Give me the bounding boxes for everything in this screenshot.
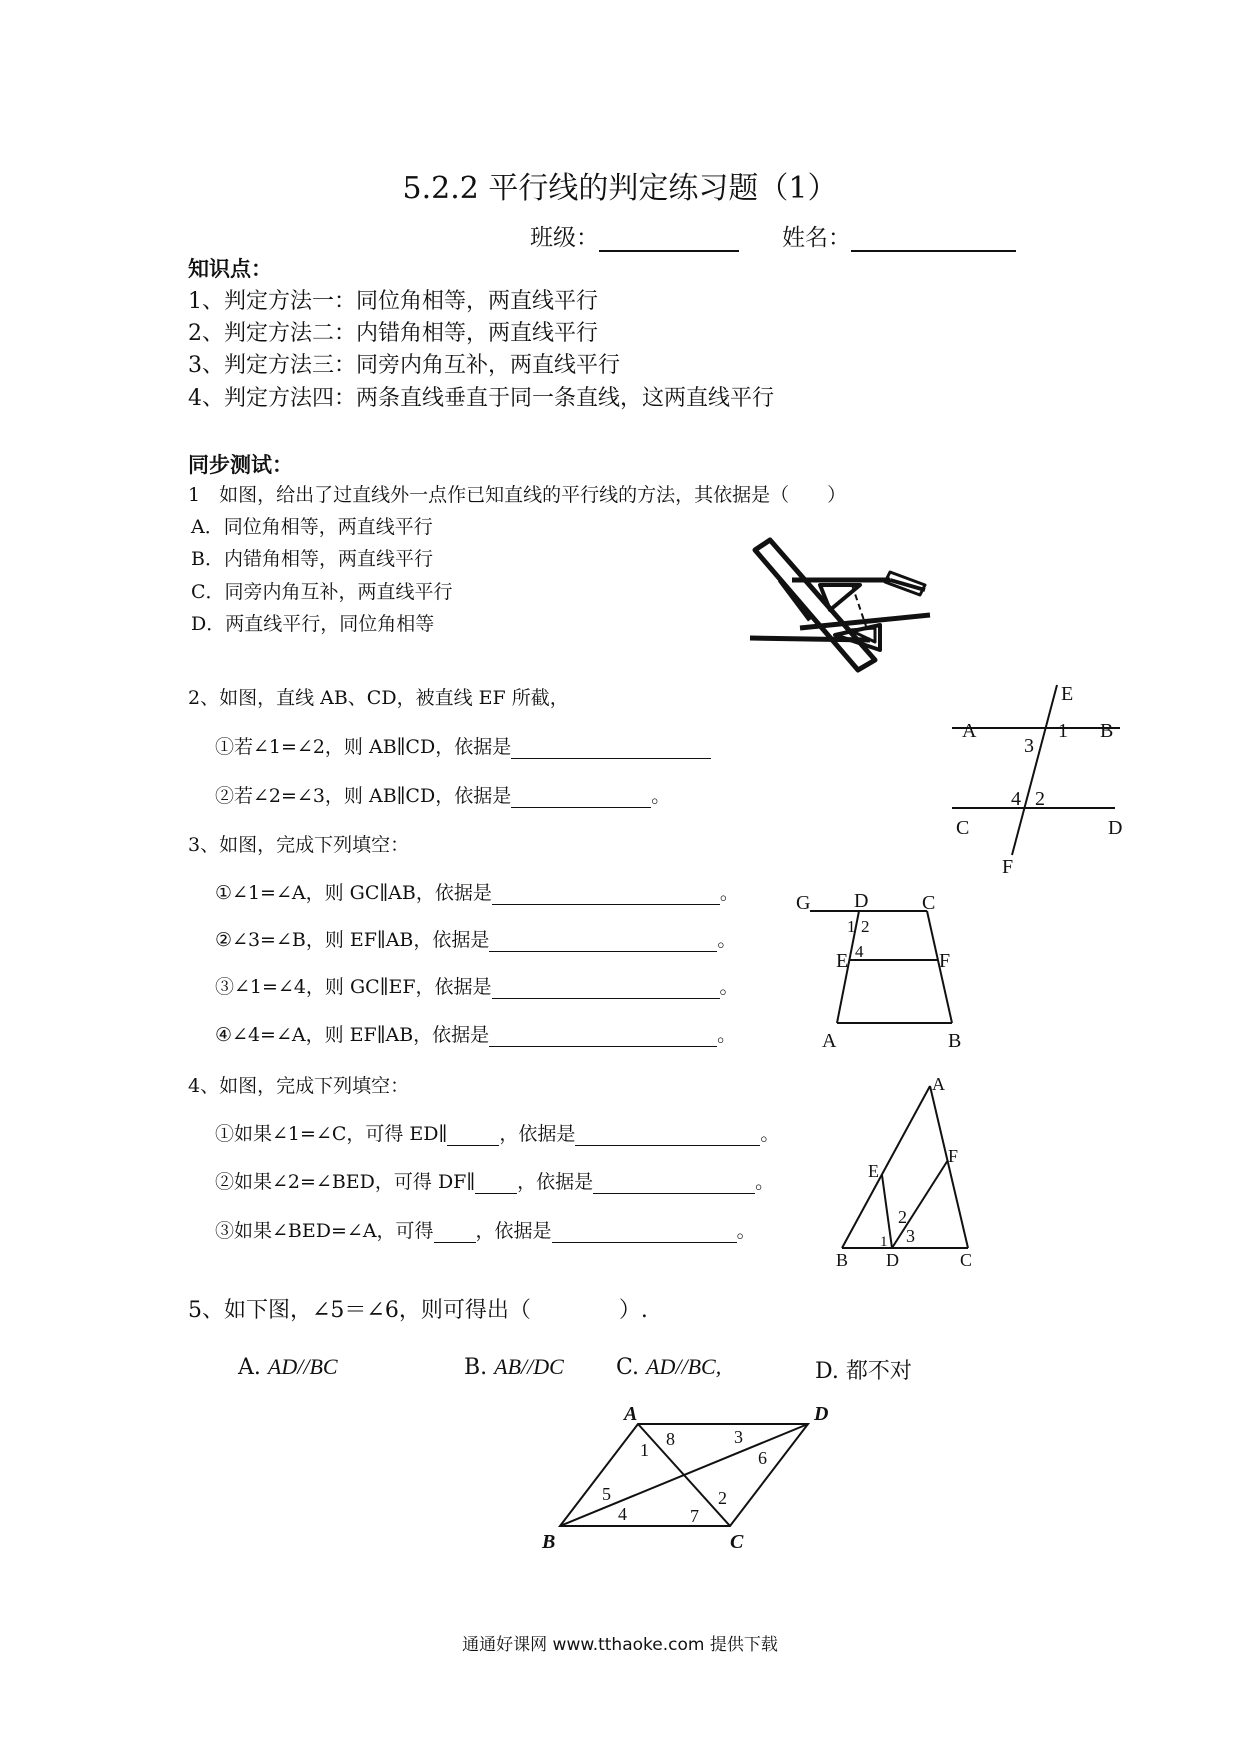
q5-option-d[interactable] bbox=[815, 1354, 912, 1385]
footer-credit: 通通好课网 www.tthaoke.com 提供下载 bbox=[462, 1635, 778, 1655]
q4-blank-2b[interactable] bbox=[593, 1173, 755, 1194]
q4-item-1-mid: ，依据是 bbox=[499, 1123, 576, 1145]
line-ab bbox=[842, 1086, 930, 1248]
name-label: 姓名： bbox=[782, 225, 851, 251]
q3-figure bbox=[790, 885, 970, 1060]
q5-stem: 5、如下图，∠5＝∠6，则可得出（ ）. bbox=[188, 1298, 648, 1323]
label-g: G bbox=[796, 892, 811, 914]
q5-option-a-letter: A. bbox=[238, 1355, 261, 1380]
class-blank[interactable] bbox=[599, 228, 739, 252]
q3-item-3-text: ③∠1=∠4，则 GC∥EF，依据是 bbox=[215, 976, 492, 998]
q1-figure bbox=[740, 540, 940, 700]
q4-item-2-pre: ②如果∠2=∠BED，可得 DF∥ bbox=[215, 1171, 476, 1193]
label-3: 3 bbox=[1024, 735, 1034, 757]
label-d: D bbox=[1108, 817, 1123, 839]
class-field[interactable] bbox=[530, 219, 739, 252]
q4-item-3-pre: ③如果∠BED=∠A，可得 bbox=[215, 1220, 434, 1242]
knowledge-item: 3、判定方法三：同旁内角互补，两直线平行 bbox=[188, 353, 620, 378]
label-2: 2 bbox=[1035, 788, 1045, 810]
knowledge-heading: 知识点： bbox=[188, 256, 272, 281]
q2-stem: 2、如图，直线 AB、CD，被直线 EF 所截， bbox=[188, 687, 569, 709]
q3-blank-4[interactable] bbox=[489, 1026, 717, 1047]
q4-item-2-mid: ，依据是 bbox=[517, 1171, 594, 1193]
q3-item-2 bbox=[215, 925, 736, 952]
line-ef bbox=[1012, 685, 1057, 855]
label-3: 3 bbox=[906, 1226, 915, 1246]
label-b: B bbox=[948, 1030, 962, 1052]
label-b: B bbox=[1100, 720, 1114, 742]
label-a: A bbox=[962, 720, 977, 742]
label-2: 2 bbox=[718, 1488, 727, 1508]
q5-option-b-text: AB//DC bbox=[494, 1354, 564, 1379]
label-a: A bbox=[624, 1403, 638, 1425]
q4-figure bbox=[820, 1070, 1000, 1270]
q1-stem: 1 如图，给出了过直线外一点作已知直线的平行线的方法，其依据是（ ） bbox=[188, 484, 847, 506]
q3-item-2-text: ②∠3=∠B，则 EF∥AB，依据是 bbox=[215, 929, 490, 951]
page-title: 5.2.2 平行线的判定练习题（1） bbox=[402, 171, 838, 206]
name-field[interactable] bbox=[782, 219, 1016, 252]
label-c: C bbox=[922, 892, 936, 914]
q3-stem: 3、如图，完成下列填空： bbox=[188, 834, 410, 856]
label-4: 4 bbox=[855, 942, 864, 961]
q3-item-4 bbox=[215, 1020, 736, 1047]
label-7: 7 bbox=[690, 1506, 699, 1526]
q1-option-b[interactable]: B．内错角相等，两直线平行 bbox=[191, 548, 433, 570]
q3-period: 。 bbox=[717, 1024, 737, 1046]
ruler-diagram bbox=[750, 540, 930, 670]
q5-figure bbox=[530, 1400, 850, 1570]
q2-item-1 bbox=[215, 732, 711, 759]
label-e: E bbox=[868, 1161, 879, 1181]
q4-blank-2a[interactable] bbox=[475, 1173, 517, 1194]
q3-item-4-text: ④∠4=∠A，则 EF∥AB，依据是 bbox=[215, 1024, 490, 1046]
q5-option-c-text: AD//BC, bbox=[646, 1354, 722, 1379]
q4-blank-1b[interactable] bbox=[575, 1125, 760, 1146]
diagonal-bd bbox=[560, 1424, 808, 1526]
label-d: D bbox=[886, 1250, 899, 1270]
q5-option-c[interactable] bbox=[616, 1354, 721, 1380]
label-a: A bbox=[822, 1030, 837, 1052]
q4-item-1 bbox=[215, 1119, 779, 1146]
q2-blank-2[interactable] bbox=[511, 787, 651, 808]
q4-stem: 4、如图，完成下列填空： bbox=[188, 1075, 410, 1097]
q4-period: 。 bbox=[755, 1171, 775, 1193]
q4-period: 。 bbox=[760, 1123, 780, 1145]
label-f: F bbox=[948, 1146, 959, 1166]
label-d: D bbox=[814, 1403, 829, 1425]
q4-item-1-pre: ①如果∠1=∠C，可得 ED∥ bbox=[215, 1123, 448, 1145]
q4-item-3-mid: ，依据是 bbox=[475, 1220, 552, 1242]
label-6: 6 bbox=[758, 1448, 767, 1468]
q3-blank-2[interactable] bbox=[489, 931, 717, 952]
q4-blank-1a[interactable] bbox=[447, 1125, 499, 1146]
line-ac bbox=[930, 1086, 968, 1248]
line-df bbox=[892, 1160, 948, 1248]
q5-option-d-text: 都不对 bbox=[845, 1359, 912, 1384]
q1-option-c[interactable]: C．同旁内角互补，两直线平行 bbox=[191, 581, 453, 603]
label-b: B bbox=[542, 1531, 556, 1553]
q2-figure bbox=[940, 680, 1140, 880]
name-blank[interactable] bbox=[851, 228, 1016, 252]
label-5: 5 bbox=[602, 1484, 611, 1504]
q3-item-1-text: ①∠1=∠A，则 GC∥AB，依据是 bbox=[215, 882, 492, 904]
label-c: C bbox=[956, 817, 970, 839]
q5-option-c-letter: C. bbox=[616, 1355, 640, 1380]
q5-option-a-text: AD//BC bbox=[267, 1354, 338, 1379]
q3-period: 。 bbox=[719, 882, 739, 904]
q4-period: 。 bbox=[736, 1220, 756, 1242]
label-b: B bbox=[836, 1250, 849, 1270]
q3-blank-1[interactable] bbox=[492, 884, 720, 905]
q2-item-2-period: 。 bbox=[651, 785, 671, 807]
label-3: 3 bbox=[734, 1427, 743, 1447]
label-c: C bbox=[730, 1531, 744, 1553]
label-2: 2 bbox=[861, 917, 870, 936]
q4-item-2 bbox=[215, 1167, 774, 1194]
label-4: 4 bbox=[1011, 788, 1021, 810]
q2-blank-1[interactable] bbox=[511, 738, 711, 759]
q2-item-2 bbox=[215, 781, 670, 808]
class-label: 班级： bbox=[530, 225, 599, 251]
q4-blank-3b[interactable] bbox=[552, 1222, 737, 1243]
label-e: E bbox=[1061, 683, 1074, 705]
q3-period: 。 bbox=[719, 976, 739, 998]
q3-item-1 bbox=[215, 878, 739, 905]
label-f: F bbox=[939, 950, 951, 972]
q5-option-b[interactable] bbox=[464, 1354, 564, 1380]
label-d: D bbox=[854, 890, 869, 912]
q2-item-2-text: ②若∠2=∠3，则 AB∥CD，依据是 bbox=[215, 785, 512, 807]
label-1: 1 bbox=[847, 917, 856, 936]
q1-option-d[interactable]: D．两直线平行，同位角相等 bbox=[191, 613, 435, 635]
q5-option-b-letter: B. bbox=[464, 1355, 488, 1380]
q4-blank-3a[interactable] bbox=[434, 1222, 476, 1243]
q1-option-a[interactable]: A．同位角相等，两直线平行 bbox=[191, 516, 433, 538]
knowledge-item: 2、判定方法二：内错角相等，两直线平行 bbox=[188, 321, 598, 346]
label-e: E bbox=[836, 950, 849, 972]
test-heading: 同步测试： bbox=[188, 452, 293, 477]
knowledge-item: 1、判定方法一：同位角相等，两直线平行 bbox=[188, 289, 598, 314]
label-a: A bbox=[932, 1074, 945, 1094]
label-1: 1 bbox=[640, 1440, 649, 1460]
label-1: 1 bbox=[880, 1234, 888, 1250]
q3-item-3 bbox=[215, 972, 739, 999]
q5-option-d-letter: D. bbox=[815, 1359, 839, 1384]
q3-period: 。 bbox=[717, 929, 737, 951]
label-2: 2 bbox=[898, 1207, 907, 1227]
label-f: F bbox=[1002, 856, 1014, 878]
q4-item-3 bbox=[215, 1216, 756, 1243]
label-1: 1 bbox=[1058, 720, 1068, 742]
label-8: 8 bbox=[666, 1429, 675, 1449]
q5-option-a[interactable] bbox=[238, 1354, 338, 1380]
knowledge-item: 4、判定方法四：两条直线垂直于同一条直线，这两直线平行 bbox=[188, 386, 774, 411]
label-c: C bbox=[960, 1250, 973, 1270]
q3-blank-3[interactable] bbox=[492, 978, 720, 999]
q2-item-1-text: ①若∠1=∠2，则 AB∥CD，依据是 bbox=[215, 736, 512, 758]
label-4: 4 bbox=[618, 1504, 627, 1524]
